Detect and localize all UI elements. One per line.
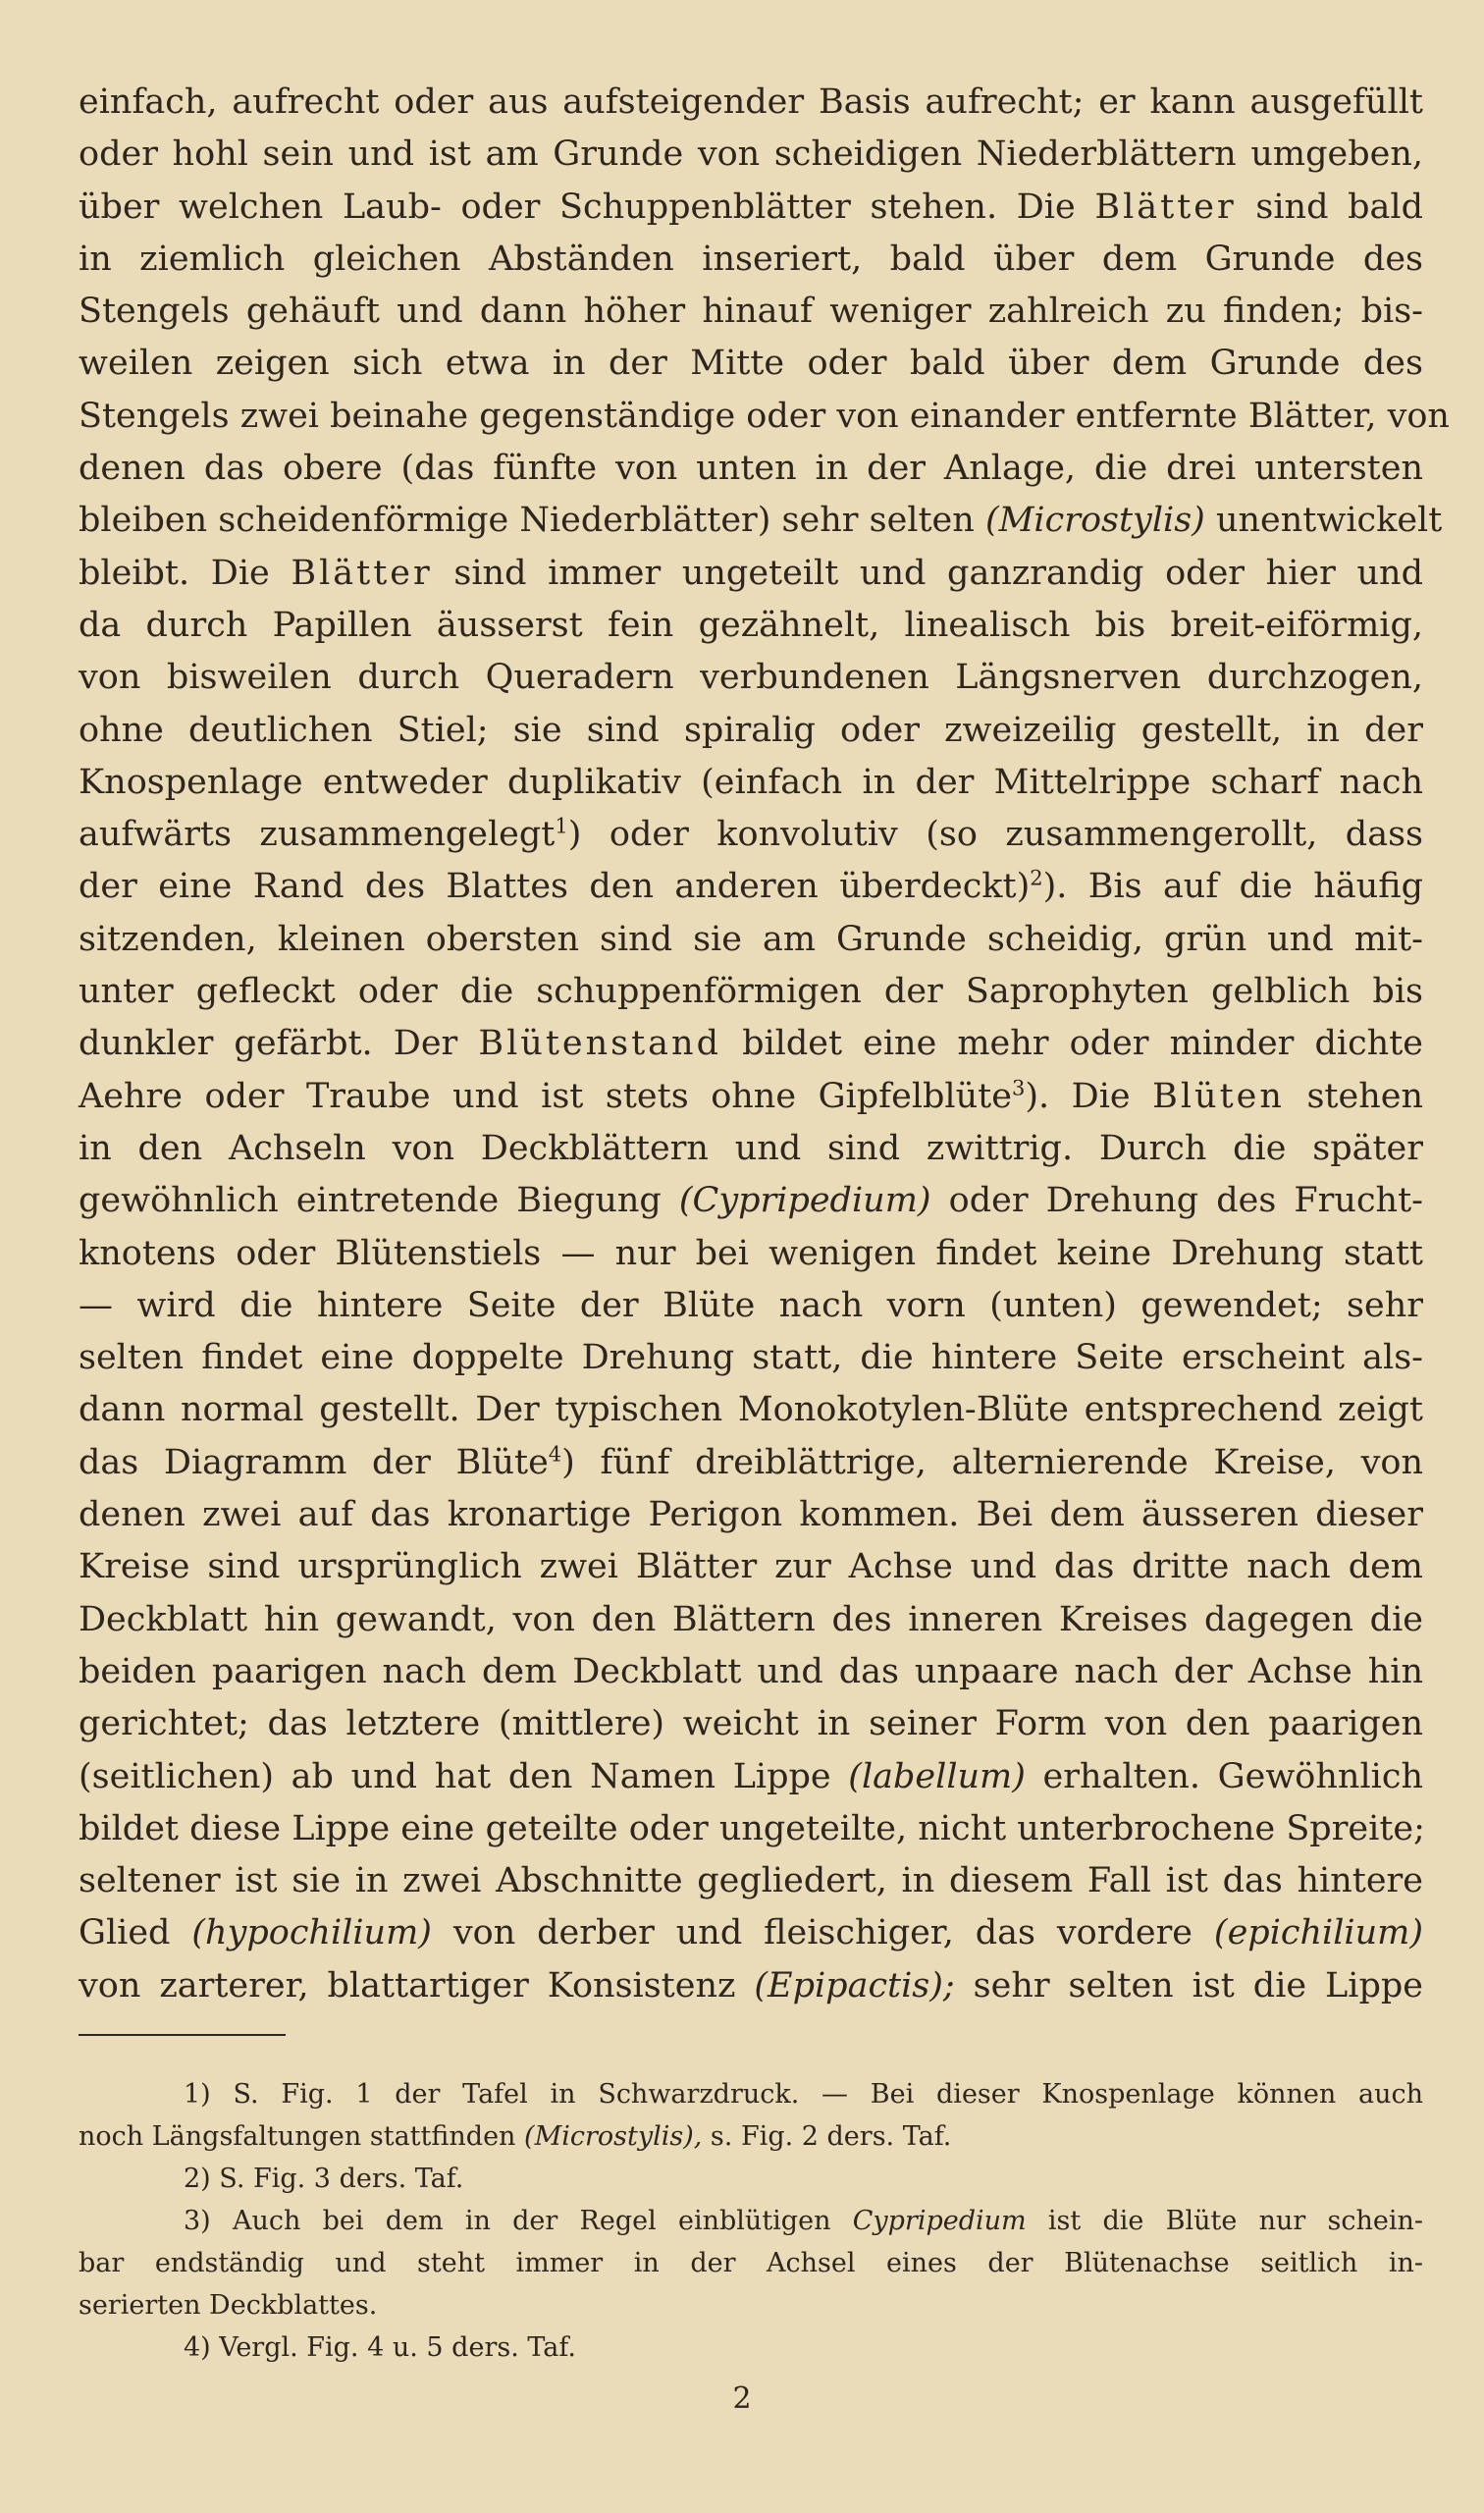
text-line	[79, 1228, 1423, 1280]
text-run: ohne deutlichen Stiel; sie sind spiralig oder zweizeilig gestellt, in der	[79, 710, 1423, 750]
text-line	[79, 1907, 1423, 1959]
text-line	[79, 914, 1423, 966]
text-run: gewöhnlich eintretende Biegung	[79, 1181, 679, 1221]
footnotes	[79, 2073, 1423, 2369]
text-run: beiden paarigen nach dem Deckblatt und das unpaare nach der Achse hin	[79, 1651, 1423, 1691]
text-run: über welchen Laub- oder Schuppenblätter stehen. Die	[79, 187, 1095, 227]
text-run: 3) Auch bei dem in der Regel einblütigen	[184, 2206, 853, 2236]
text-run: Blätter	[1094, 187, 1237, 227]
text-run: erhalten. Gewöhnlich	[1025, 1756, 1423, 1796]
italic-term: (Epipactis);	[754, 1965, 955, 2005]
text-line	[79, 1960, 1423, 2012]
text-run: das Diagramm der Blüte	[79, 1442, 549, 1482]
text-run: unter gefleckt oder die schuppenförmigen der Saprophyten gelblich bis	[79, 972, 1423, 1012]
text-run: Stengels zwei beinahe gegenständige oder von einander entfernte Blätter, von	[79, 396, 1450, 436]
text-run: knotens oder Blütenstiels — nur bei wenigen findet keine Drehung statt	[79, 1233, 1423, 1273]
text-line	[79, 1594, 1423, 1646]
text-line	[79, 182, 1423, 234]
text-run: gerichtet; das letztere (mittlere) weicht in seiner Form von den paarigen	[79, 1704, 1423, 1744]
text-run: — wird die hintere Seite der Blüte nach vorn (unten) gewendet; sehr	[79, 1285, 1423, 1325]
text-run: Aehre oder Traube und ist stets ohne Gipfelblüte	[79, 1076, 1012, 1116]
text-run: in ziemlich gleichen Abständen inseriert, bald über dem Grunde des	[79, 239, 1423, 279]
text-run: unentwickelt	[1204, 501, 1443, 541]
footnote-ref: 1	[555, 814, 568, 838]
text-run: Stengels gehäuft und dann höher hinauf weniger zahlreich zu finden; bis-	[79, 292, 1423, 332]
text-run: oder Drehung des Frucht-	[930, 1181, 1423, 1221]
text-run: Blätter	[291, 553, 433, 593]
text-run: ist die Blüte nur schein-	[1026, 2206, 1423, 2236]
text-run: bleiben scheidenförmige Niederblätter) sehr selten	[79, 501, 985, 541]
text-run: selten findet eine doppelte Drehung statt, die hintere Seite erscheint als-	[79, 1338, 1423, 1378]
text-line	[79, 809, 1423, 861]
text-line	[79, 1071, 1423, 1123]
page-number: 2	[732, 2381, 752, 2416]
text-run: einfach, aufrecht oder aus aufsteigender Basis aufrecht; er kann ausgefüllt	[79, 82, 1423, 122]
footnote-rule	[79, 2034, 286, 2036]
text-line	[79, 234, 1423, 286]
text-run: ) fünf dreiblättrige, alternierende Kreise, von	[561, 1442, 1423, 1482]
footnote-line	[79, 2284, 1423, 2326]
italic-term: (labellum)	[848, 1756, 1026, 1796]
footnote-ref: 2	[1030, 866, 1043, 890]
text-line	[79, 548, 1423, 600]
text-line	[79, 600, 1423, 652]
text-run: Glied	[79, 1913, 192, 1953]
text-run: stehen	[1284, 1076, 1423, 1116]
text-line	[79, 129, 1423, 181]
text-run: Deckblatt hin gewandt, von den Blättern des inneren Kreises dagegen die	[79, 1599, 1423, 1639]
text-run: ). Bis auf die häufig	[1042, 867, 1423, 907]
text-run: s. Fig. 2 ders. Taf.	[702, 2121, 952, 2152]
text-run: 2) S. Fig. 3 ders. Taf.	[184, 2164, 464, 2194]
text-line	[79, 443, 1423, 495]
text-run: in den Achseln von Deckblättern und sind zwittrig. Durch die später	[79, 1128, 1423, 1168]
text-line	[79, 1646, 1423, 1698]
text-run: bleibt. Die	[79, 553, 292, 593]
text-line	[79, 1751, 1423, 1803]
text-run: Blütenstand	[478, 1024, 721, 1064]
italic-term: (Microstylis)	[984, 501, 1205, 541]
text-run: aufwärts zusammengelegt	[79, 815, 556, 855]
text-line	[79, 966, 1423, 1018]
text-run: 4) Vergl. Fig. 4 u. 5 ders. Taf.	[184, 2332, 576, 2363]
text-line	[79, 1698, 1423, 1750]
text-run: da durch Papillen äusserst fein gezähnelt, linealisch bis breit-eiförmig,	[79, 605, 1423, 645]
text-run: Blüten	[1152, 1076, 1285, 1116]
text-line	[79, 1437, 1423, 1489]
text-line	[79, 338, 1423, 390]
text-run: sind immer ungeteilt und ganzrandig oder hier und	[432, 553, 1423, 593]
text-line	[79, 1384, 1423, 1436]
italic-term: (hypochilium)	[191, 1913, 432, 1953]
text-run: von derber und fleischiger, das vordere	[431, 1913, 1214, 1953]
text-run: dann normal gestellt. Der typischen Monokotylen-Blüte entsprechend zeigt	[79, 1390, 1423, 1430]
text-line	[79, 495, 1443, 547]
text-line	[79, 391, 1450, 443]
text-run: 1) S. Fig. 1 der Tafel in Schwarzdruck. — Bei dieser Knospenlage können auch	[184, 2079, 1423, 2110]
text-run: serierten Deckblattes.	[79, 2290, 378, 2321]
text-run: denen zwei auf das kronartige Perigon kommen. Bei dem äusseren dieser	[79, 1495, 1423, 1535]
footnote-line	[79, 2326, 1423, 2369]
text-line	[79, 652, 1423, 704]
text-run: bildet eine mehr oder minder dichte	[720, 1024, 1423, 1064]
text-run: noch Längsfaltungen stattfinden	[79, 2121, 525, 2152]
text-run: sind bald	[1236, 187, 1423, 227]
footnote-ref: 3	[1011, 1075, 1026, 1099]
text-run: bar endständig und steht immer in der Achsel eines der Blütenachse seitlich in-	[79, 2248, 1423, 2278]
text-line	[79, 77, 1423, 129]
text-line	[79, 286, 1423, 338]
text-line	[79, 1332, 1423, 1384]
text-line	[79, 1175, 1423, 1227]
text-line	[79, 861, 1423, 913]
text-line	[79, 1541, 1423, 1593]
text-run: von zarterer, blattartiger Konsistenz	[79, 1965, 755, 2005]
text-run: oder hohl sein und ist am Grunde von scheidigen Niederblättern umgeben,	[79, 134, 1423, 175]
italic-term: (epichilium)	[1213, 1913, 1423, 1953]
footnote-line	[79, 2073, 1423, 2115]
text-line	[79, 1018, 1423, 1070]
italic-term: (Cypripedium)	[678, 1181, 931, 1221]
text-line	[79, 1855, 1423, 1907]
body-text	[79, 77, 1450, 2012]
text-run: ) oder konvolutiv (so zusammengerollt, dass	[567, 815, 1423, 855]
italic-term: Cypripedium	[852, 2206, 1027, 2236]
italic-term: (Microstylis),	[524, 2121, 703, 2152]
footnote-ref: 4	[548, 1442, 562, 1467]
text-run: dunkler gefärbt. Der	[79, 1024, 479, 1064]
text-run: Knospenlage entweder duplikativ (einfach in der Mittelrippe scharf nach	[79, 762, 1423, 802]
text-line	[79, 1803, 1423, 1855]
text-line	[79, 1489, 1423, 1541]
text-run: seltener ist sie in zwei Abschnitte gegliedert, in diesem Fall ist das hintere	[79, 1861, 1423, 1901]
text-run: denen das obere (das fünfte von unten in der Anlage, die drei untersten	[79, 449, 1423, 489]
text-line	[79, 1123, 1423, 1175]
text-run: weilen zeigen sich etwa in der Mitte oder bald über dem Grunde des	[79, 344, 1423, 384]
text-run: von bisweilen durch Queradern verbundenen Längsnerven durchzogen,	[79, 658, 1423, 698]
footnote-line	[79, 2200, 1423, 2242]
text-run: Kreise sind ursprünglich zwei Blätter zur Achse und das dritte nach dem	[79, 1547, 1423, 1587]
footnote-line	[79, 2242, 1423, 2284]
text-run: der eine Rand des Blattes den anderen überdeckt)	[79, 867, 1031, 907]
footnote-line	[79, 2158, 1423, 2200]
text-run: sehr selten ist die Lippe	[954, 1965, 1423, 2005]
footnote-line	[79, 2115, 1423, 2158]
text-run: (seitlichen) ab und hat den Namen Lippe	[79, 1756, 849, 1796]
text-run: sitzenden, kleinen obersten sind sie am Grunde scheidig, grün und mit-	[79, 919, 1423, 959]
text-line	[79, 1280, 1423, 1332]
text-line	[79, 705, 1423, 757]
text-run: ). Die	[1025, 1076, 1153, 1116]
text-run: bildet diese Lippe eine geteilte oder ungeteilte, nicht unterbrochene Spreite;	[79, 1808, 1425, 1848]
text-line	[79, 757, 1423, 809]
